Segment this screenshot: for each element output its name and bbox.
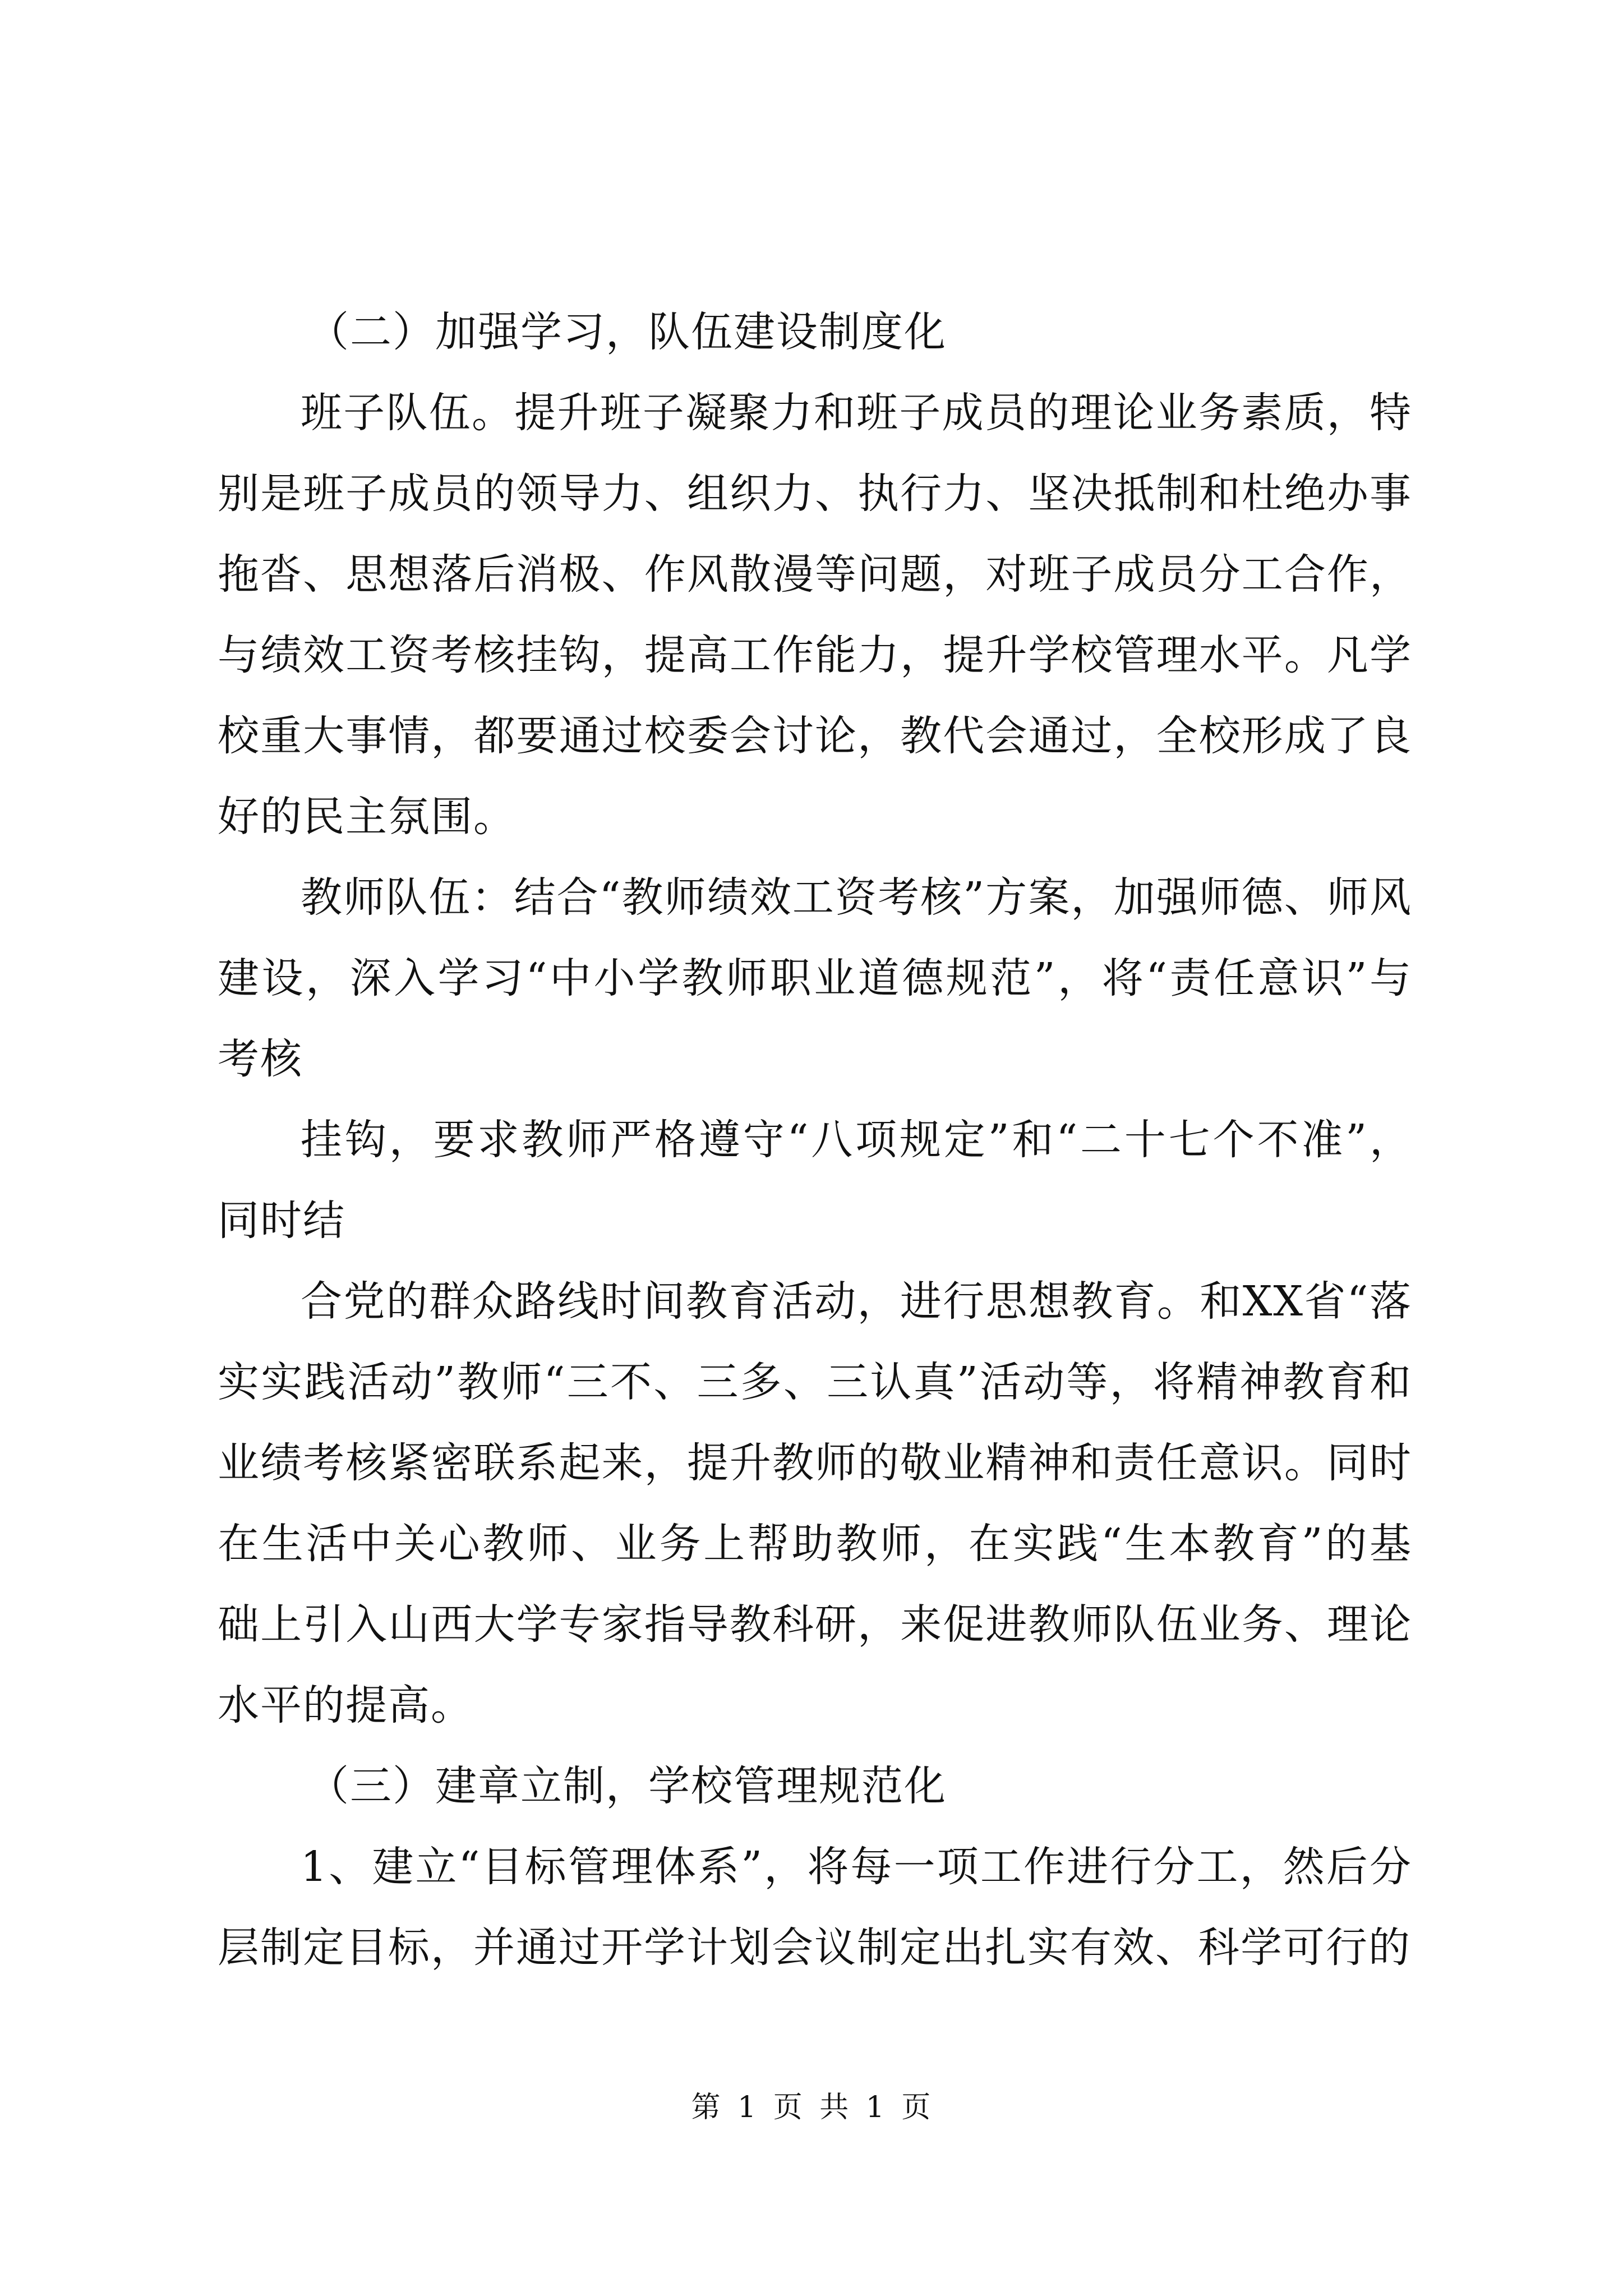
paragraph-leadership-team: 班子队伍。提升班子凝聚力和班子成员的理论业务素质，特别是班子成员的领导力、组织力、执行力、坚决抵制和杜绝办事拖沓、思想落后消极、作风散漫等问题，对班子成员分工合作，与绩效工资考核挂钩，提高工作能力，提升学校管理水平。凡学校重大事情，都要通过校委会讨论，教代会通过，全校形成了良好的民主氛围。 [218,389,1412,841]
paragraph-ideological-education: 合党的群众路线时间教育活动，进行思想教育。和XX省“落实实践活动”教师“三不、三多、三认真”活动等，将精神教育和业绩考核紧密联系起来，提升教师的敬业精神和责任意识。同时在生活中关心教师、业务上帮助教师，在实践“生本教育”的基础上引入山西大学专家指导教科研，来促进教师队伍业务、理论水平的提高。 [218,1277,1412,1729]
document-body [218,292,1412,1988]
page-footer: 第 1 页 共 1 页 [691,2091,932,2124]
paragraph-teacher-team: 教师队伍：结合“教师绩效工资考核”方案，加强师德、师风建设，深入学习“中小学教师职业道德规范”，将“责任意识”与考核 [218,873,1412,1083]
paragraph-target-management: 1、建立“目标管理体系”，将每一项工作进行分工，然后分层制定目标，并通过开学计划会议制定出扎实有效、科学可行的 [218,1843,1412,1972]
section-heading-3: （三）建章立制，学校管理规范化 [307,1762,947,1810]
section-heading-2: （二）加强学习，队伍建设制度化 [307,308,947,356]
paragraph-rules-compliance: 挂钩，要求教师严格遵守“八项规定”和“二十七个不准”，同时结 [218,1116,1412,1245]
